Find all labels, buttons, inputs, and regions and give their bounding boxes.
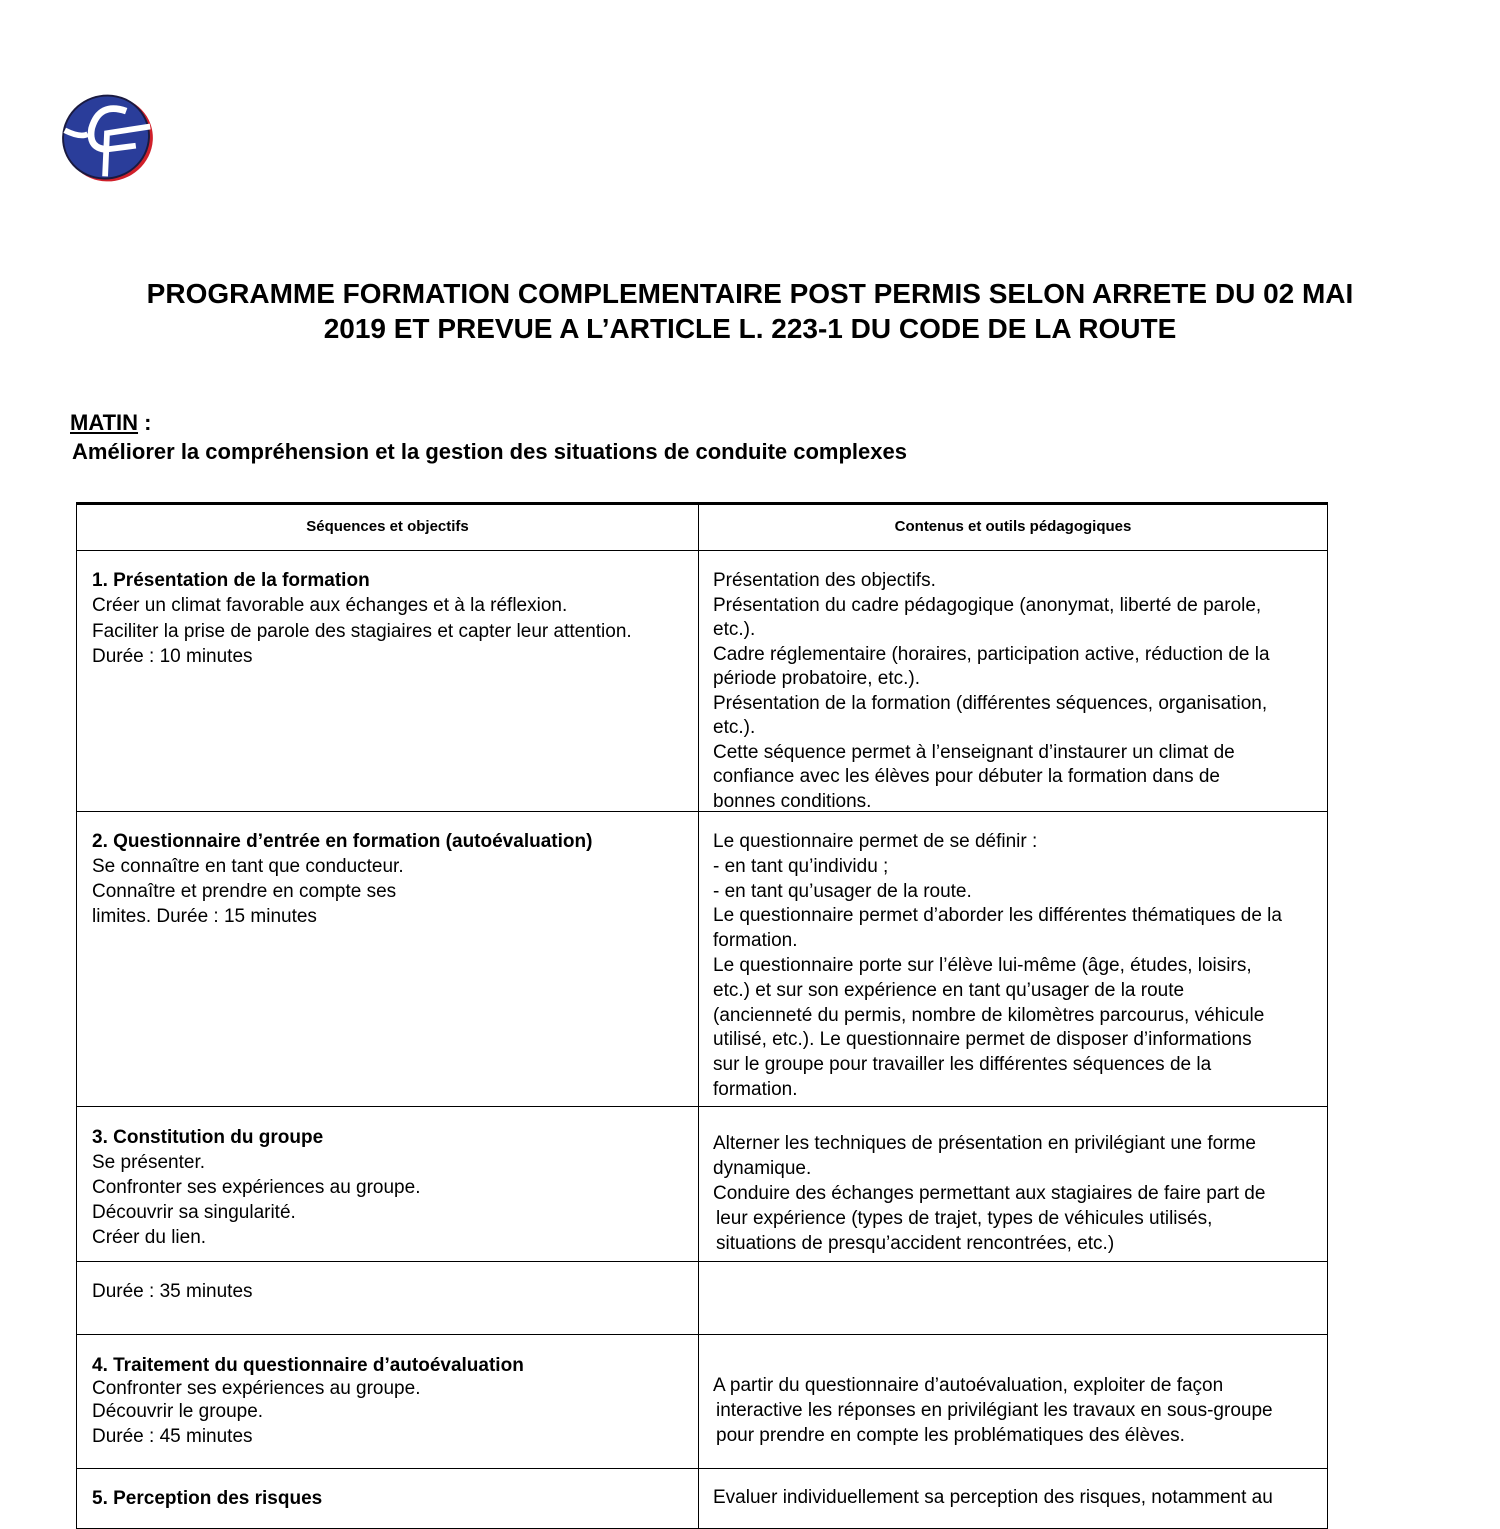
content-text: sur le groupe pour travailler les différentes séquences de la	[713, 1054, 1212, 1076]
content-text: période probatoire, etc.).	[713, 668, 921, 689]
program-table	[76, 502, 1328, 1529]
content-cell	[699, 1469, 1327, 1528]
table-row	[77, 1262, 1327, 1335]
content-text: confiance avec les élèves pour débuter la formation dans de	[713, 766, 1220, 787]
title-line: PROGRAMME FORMATION COMPLEMENTAIRE POST PERMIS SELON ARRETE DU 02 MAI	[146, 278, 1354, 309]
content-cell	[699, 812, 1327, 1106]
sequence-cell	[77, 551, 699, 811]
document-title	[60, 276, 1440, 346]
content-text: formation.	[713, 1078, 798, 1100]
content-text: Présentation des objectifs.	[713, 570, 936, 591]
sequence-title: 5. Perception des risques	[92, 1488, 323, 1509]
content-text: Le questionnaire permet de se définir :	[713, 831, 1038, 852]
content-cell	[699, 1262, 1327, 1334]
content-text: situations de presqu’accident rencontrées, etc.)	[716, 1233, 1115, 1254]
content-text: - en tant qu’individu ;	[713, 855, 889, 877]
content-cell	[699, 551, 1327, 811]
content-text: Présentation de la formation (différentes séquences, organisation,	[713, 692, 1268, 714]
sequence-text: Durée : 10 minutes	[92, 646, 253, 667]
content-text: pour prendre en compte les problématiques des élèves.	[716, 1425, 1185, 1446]
content-text: Présentation du cadre pédagogique (anonymat, liberté de parole,	[713, 594, 1262, 616]
content-cell	[699, 1335, 1327, 1468]
sequence-text: Découvrir le groupe.	[92, 1401, 264, 1422]
table-row	[77, 812, 1327, 1107]
content-text: Le questionnaire porte sur l’élève lui-même (âge, études, loisirs,	[713, 954, 1252, 976]
sequence-text: limites. Durée : 15 minutes	[92, 906, 317, 927]
content-text: interactive les réponses en privilégiant les travaux en sous-groupe	[716, 1400, 1273, 1421]
content-text: Le questionnaire permet d’aborder les différentes thématiques de la	[713, 905, 1282, 927]
sequence-cell	[77, 812, 699, 1106]
content-text: (ancienneté du permis, nombre de kilomètres parcourus, véhicule	[713, 1004, 1265, 1026]
sequence-text: Découvrir sa singularité.	[92, 1202, 296, 1223]
content-text: Evaluer individuellement sa perception des risques, notamment au	[713, 1487, 1273, 1508]
content-text: formation.	[713, 930, 798, 952]
sequence-title: 1. Présentation de la formation	[92, 570, 370, 591]
sequence-text: Durée : 35 minutes	[92, 1281, 253, 1302]
table-header-row	[77, 505, 1327, 551]
sequence-cell	[77, 1262, 699, 1334]
content-text: etc.) et sur son expérience en tant qu’usager de la route	[713, 979, 1185, 1001]
content-text: A partir du questionnaire d’autoévaluation, exploiter de façon	[713, 1375, 1224, 1396]
table-row	[77, 551, 1327, 812]
content-text: - en tant qu’usager de la route.	[713, 880, 972, 902]
section-subtitle: Améliorer la compréhension et la gestion des situations de conduite complexes	[72, 439, 907, 464]
content-text: etc.).	[713, 619, 756, 640]
sequence-cell	[77, 1335, 699, 1468]
sequence-text: Confronter ses expériences au groupe.	[92, 1378, 421, 1399]
table-row	[77, 1335, 1327, 1469]
content-text: utilisé, etc.). Le questionnaire permet de disposer d’informations	[713, 1029, 1252, 1051]
sequence-text: Connaître et prendre en compte ses	[92, 881, 397, 902]
content-cell	[699, 1107, 1327, 1261]
content-text: leur expérience (types de trajet, types de véhicules utilisés,	[716, 1208, 1213, 1229]
sequence-title: 3. Constitution du groupe	[92, 1127, 324, 1148]
content-text: Cette séquence permet à l’enseignant d’instaurer un climat de	[713, 741, 1235, 763]
section-suffix: :	[138, 410, 152, 435]
content-text: Cadre réglementaire (horaires, participation active, réduction de la	[713, 643, 1270, 665]
sequence-title: 2. Questionnaire d’entrée en formation (autoévaluation)	[92, 831, 593, 852]
header-contents: Contenus et outils pédagogiques	[894, 518, 1132, 535]
sequence-text: Confronter ses expériences au groupe.	[92, 1177, 421, 1198]
sequence-title: 4. Traitement du questionnaire d’autoévaluation	[92, 1355, 524, 1376]
table-row	[77, 1469, 1327, 1529]
sequence-text: Se connaître en tant que conducteur.	[92, 856, 404, 877]
content-text: dynamique.	[713, 1158, 812, 1179]
sequence-cell	[77, 1107, 699, 1261]
sequence-text: Créer un climat favorable aux échanges et à la réflexion.	[92, 595, 568, 616]
content-text: bonnes conditions.	[713, 790, 872, 812]
section-heading	[70, 410, 151, 436]
sequence-text: Créer du lien.	[92, 1227, 207, 1248]
content-text: etc.).	[713, 717, 756, 738]
content-text: Conduire des échanges permettant aux stagiaires de faire part de	[713, 1183, 1266, 1204]
sequence-text: Faciliter la prise de parole des stagiaires et capter leur attention.	[92, 621, 632, 642]
content-text: Alterner les techniques de présentation en privilégiant une forme	[713, 1133, 1256, 1154]
sequence-cell	[77, 1469, 699, 1528]
header-sequences: Séquences et objectifs	[77, 505, 699, 550]
section-label: MATIN	[70, 410, 139, 435]
sequence-text: Se présenter.	[92, 1152, 206, 1173]
company-logo	[58, 90, 156, 186]
table-row	[77, 1107, 1327, 1262]
sequence-text: Durée : 45 minutes	[92, 1426, 253, 1447]
title-line: 2019 ET PREVUE A L’ARTICLE L. 223-1 DU CODE DE LA ROUTE	[323, 313, 1177, 344]
